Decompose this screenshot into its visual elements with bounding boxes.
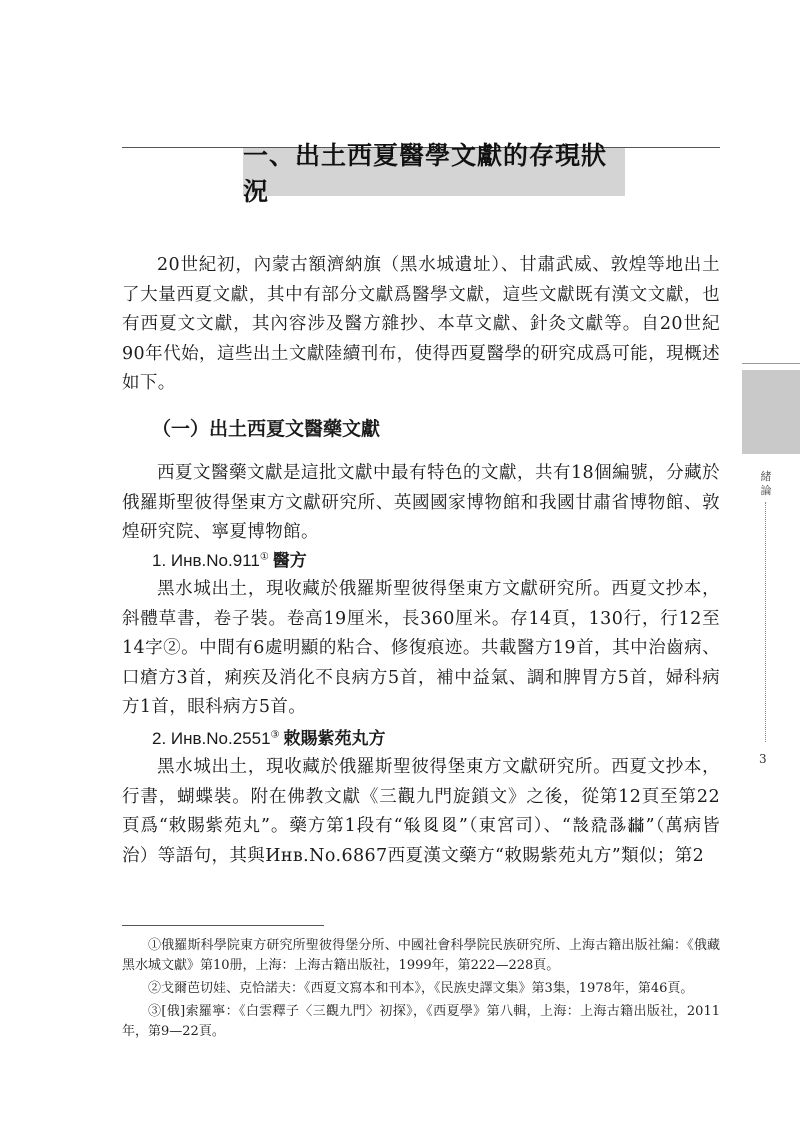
footnote-rule [122, 925, 324, 926]
item1-number: 1. Инв.No.911 [152, 551, 260, 570]
chapter-tab-rule [742, 363, 800, 364]
intro-block [122, 251, 720, 399]
item1-note: ① [259, 551, 269, 563]
item2-number: 2. Инв.No.2551 [152, 729, 271, 748]
footnote-2: ②戈爾芭切娃、克恰諾夫：《西夏文寫本和刊本》，《民族史譯文集》第3集，1978年，第46頁。 [148, 981, 694, 996]
item1-text: 黑水城出土，現收藏於俄羅斯聖彼得堡東方文獻研究所。西夏文抄本，斜體草書，卷子裝。卷高19厘米，長360厘米。存14頁，130行，行12至14字②。中間有6處明顯的粘合、修復痕迹。共載醫方19首，其中治齒病、口瘡方3首，痢疾及消化不良病方5首，補中益氣、調和脾胃方5首，婦科病方1首，眼科病方5首。 [122, 579, 720, 718]
page-number: 3 [759, 752, 767, 766]
section-title: 一、出土西夏醫學文獻的存現狀況 [243, 148, 625, 196]
subsection-block [122, 459, 720, 548]
item2-block [122, 753, 720, 871]
subsection-paragraph: 西夏文醫藥文獻是這批文獻中最有特色的文獻，共有18個編號，分藏於俄羅斯聖彼得堡東方文獻研究所、英國國家博物館和我國甘肅省博物館、敦煌研究院、寧夏博物館。 [122, 463, 720, 543]
item2-text: 黑水城出土，現收藏於俄羅斯聖彼得堡東方文獻研究所。西夏文抄本，行書，蝴蝶裝。附在佛教文獻《三觀九門旋鎖文》之後，從第12頁至第22頁爲“敕賜紫苑丸”。藥方第1段有“𘓐𘉋𘉋”（東宮司）、“𘕕𘟣𘃽𘂧”（萬病皆治）等語句，其與Инв.No.6867西夏漢文藥方“敕賜紫苑丸方”類似；第2 [122, 757, 720, 866]
item1-name: 醫方 [272, 551, 307, 571]
running-head-dotted-line [765, 502, 766, 742]
item2-heading [152, 724, 386, 749]
item1-heading [152, 546, 307, 571]
subsection-title: （一）出土西夏文醫藥文獻 [152, 418, 381, 440]
item1-block [122, 575, 720, 723]
item2-note: ③ [270, 729, 280, 741]
intro-paragraph: 20世紀初，內蒙古額濟納旗（黑水城遺址）、甘肅武威、敦煌等地出土了大量西夏文獻，其中有部分文獻爲醫學文獻，這些文獻既有漢文文獻，也有西夏文文獻，其內容涉及醫方雜抄、本草文獻、針灸文獻等。自20世紀90年代始，這些出土文獻陸續刊布，使得西夏醫學的研究成爲可能，現概述如下。 [122, 255, 720, 394]
running-head-label: 緒論 [760, 470, 772, 497]
chapter-tab [742, 370, 800, 454]
footnotes [122, 936, 720, 1045]
item2-name: 敕賜紫苑丸方 [283, 729, 386, 749]
footnote-3: ③[俄]索羅寧：《白雲釋子〈三觀九門〉初探》，《西夏學》第八輯，上海：上海古籍出版社，2011年，第9—22頁。 [122, 1004, 720, 1039]
footnote-1: ①俄羅斯科學院東方研究所聖彼得堡分所、中國社會科學院民族研究所、上海古籍出版社編：《俄藏黑水城文獻》第10册，上海：上海古籍出版社，1999年，第222—228頁。 [122, 938, 720, 973]
